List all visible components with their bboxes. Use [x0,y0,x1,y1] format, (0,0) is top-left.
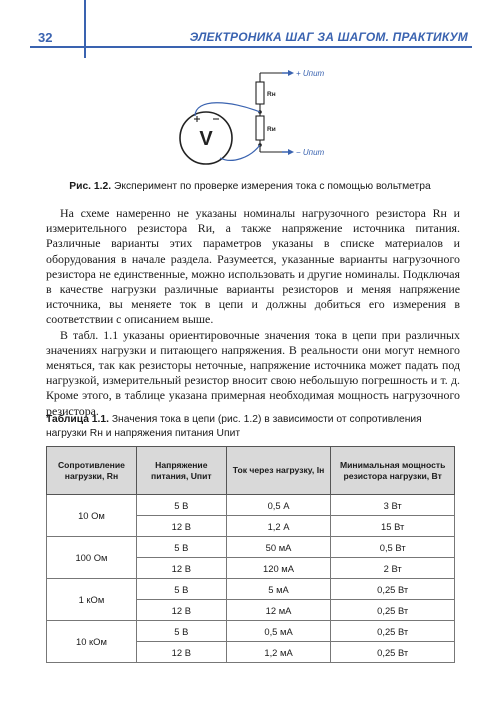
table-row [47,621,455,642]
power-cell: 0,25 Вт [331,579,455,600]
table-caption-text: Значения тока в цепи (рис. 1.2) в зависимости от сопротивления нагрузки Rн и напряжения питания Uпит [46,414,422,439]
power-cell: 0,25 Вт [331,600,455,621]
u-plus-label: + Uпит [296,69,325,78]
measurement-resistor [256,116,264,140]
resistance-cell: 1 кОм [47,579,137,621]
running-title: ЭЛЕКТРОНИКА ШАГ ЗА ШАГОМ. ПРАКТИКУМ [189,30,468,44]
load-resistor [256,82,264,104]
power-cell: 0,25 Вт [331,642,455,663]
current-cell: 120 мА [226,558,331,579]
table-caption [46,413,460,440]
header-power: Минимальная мощность резистора нагрузки, Вт [331,447,455,495]
current-cell: 50 мА [226,537,331,558]
voltage-cell: 5 В [136,537,226,558]
current-cell: 1,2 А [226,516,331,537]
current-cell: 12 мА [226,600,331,621]
paragraph-2: В табл. 1.1 указаны ориентировочные значения тока в цепи при различных значениях нагрузки и питающего напряжения. В реальности они могут немного меняться, так как резисторы неточные, напряжение источника может падать под нагрузкой, измерительный резистор вносит свою небольшую погрешность и т. д. Кроме этого, в таблице указана примерная необходимая мощность нагрузочного резистора. [46,327,460,418]
current-table [46,446,455,663]
table-caption-prefix: Таблица 1.1. [46,414,109,425]
voltage-cell: 5 В [136,579,226,600]
table-row [47,537,455,558]
figure-caption-prefix: Рис. 1.2. [69,181,112,192]
table-header-row [47,447,455,495]
u-minus-label: − Uпит [296,148,325,157]
arrow-right-icon [288,149,294,155]
r-meas-label: Rи [267,126,276,133]
header-rule [30,46,472,48]
page-number: 32 [38,30,53,45]
resistance-cell: 10 кОм [47,621,137,663]
current-cell: 0,5 мА [226,621,331,642]
resistance-cell: 100 Ом [47,537,137,579]
header-voltage: Напряжение питания, Uпит [136,447,226,495]
voltage-cell: 12 В [136,516,226,537]
r-load-label: Rн [267,91,276,98]
voltage-cell: 12 В [136,642,226,663]
voltage-cell: 12 В [136,558,226,579]
current-cell: 1,2 мА [226,642,331,663]
header-divider [84,0,86,58]
current-cell: 0,5 А [226,495,331,516]
arrow-right-icon [288,70,294,76]
power-cell: 0,25 Вт [331,621,455,642]
table-row [47,495,455,516]
power-cell: 2 Вт [331,558,455,579]
header-current: Ток через нагрузку, Iн [226,447,331,495]
circuit-diagram [150,60,350,178]
voltage-cell: 5 В [136,621,226,642]
body-text [46,206,460,419]
voltmeter-icon: V [199,128,213,150]
page-header [0,0,500,48]
figure-caption-text: Эксперимент по проверке измерения тока с помощью вольтметра [111,181,431,192]
resistance-cell: 10 Ом [47,495,137,537]
voltage-cell: 5 В [136,495,226,516]
voltage-cell: 12 В [136,600,226,621]
power-cell: 3 Вт [331,495,455,516]
power-cell: 15 Вт [331,516,455,537]
figure-caption [0,181,500,192]
table-row [47,579,455,600]
power-cell: 0,5 Вт [331,537,455,558]
current-cell: 5 мА [226,579,331,600]
header-resistance: Сопротивление нагрузки, Rн [47,447,137,495]
paragraph-1: На схеме намеренно не указаны номиналы нагрузочного резистора Rн и измерительного резистора Rи, а также напряжение источника питания. Различные варианты этих параметров указаны в списке материалов и оборудования в начале раздела. Разумеется, указанные варианты нагрузочного резистора не единственные, можно использовать и другие номиналы. Подключая в качестве нагрузки различные варианты резисторов и меняя напряжение источника, вы меняете ток в цепи и должны добиться его измерения в соответствии с описанием выше. [46,206,460,327]
